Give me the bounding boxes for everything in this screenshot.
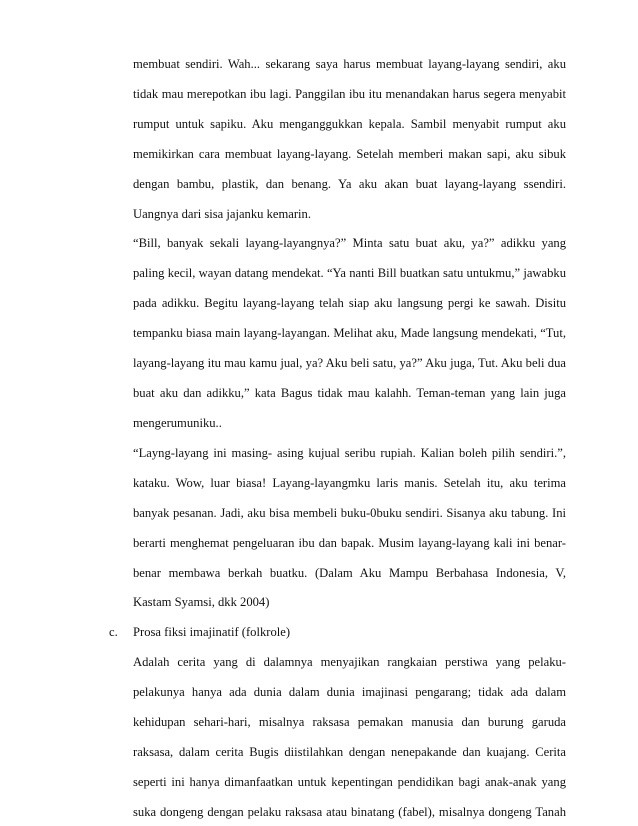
section-heading: Prosa fiksi imajinatif (folkrole) [133, 625, 291, 639]
paragraph-line: seperti ini hanya dimanfaatkan untuk kepentingan pendidikan bagi anak-anak yang [133, 775, 566, 789]
paragraph-line: memikirkan cara membuat layang-layang. Setelah memberi makan sapi, aku sibuk [133, 147, 566, 161]
paragraph-line: paling kecil, wayan datang mendekat. “Ya nanti Bill buatkan satu untukmu,” jawabku [133, 266, 566, 280]
paragraph-line: rumput untuk sapiku. Aku menganggukkan kepala. Sambil menyabit rumput aku [133, 117, 566, 131]
paragraph-line: tidak mau merepotkan ibu lagi. Panggilan ibu itu menandakan harus segera menyabit [133, 87, 566, 101]
paragraph-line: benar membawa berkah buatku. (Dalam Aku Mampu Berbahasa Indonesia, V, [133, 566, 566, 580]
paragraph-line: Uangnya dari sisa jajanku kemarin. [133, 207, 312, 221]
paragraph-line: berarti menghemat pengeluaran ibu dan bapak. Musim layang-layang kali ini benar- [133, 536, 566, 550]
paragraph-line: “Bill, banyak sekali layang-layangnya?” Minta satu buat aku, ya?” adikku yang [133, 236, 566, 250]
section-marker: c. [109, 625, 118, 639]
paragraph-line: dengan bambu, plastik, dan benang. Ya aku akan buat layang-layang ssendiri. [133, 177, 566, 191]
paragraph-line: tempanku biasa main layang-layangan. Melihat aku, Made langsung mendekati, “Tut, [133, 326, 566, 340]
paragraph-line: suka dongeng dengan pelaku raksasa atau binatang (fabel), misalnya dongeng Tanah [133, 805, 566, 819]
paragraph-line: buat aku dan adikku,” kata Bagus tidak mau kalahh. Teman-teman yang lain juga [133, 386, 566, 400]
paragraph-line: Adalah cerita yang di dalamnya menyajikan rangkaian perstiwa yang pelaku- [133, 655, 566, 669]
paragraph-line: mengerumuniku.. [133, 416, 222, 430]
paragraph-line: pelakunya hanya ada dunia dalam dunia imajinasi pengarang; tidak ada dalam [133, 685, 566, 699]
paragraph-line: pada adikku. Begitu layang-layang telah siap aku langsung pergi ke sawah. Disitu [133, 296, 566, 310]
citation-line: Kastam Syamsi, dkk 2004) [133, 595, 270, 609]
paragraph-line: raksasa, dalam cerita Bugis diistilahkan dengan nenepakande dan kuajang. Cerita [133, 745, 566, 759]
paragraph-line: kehidupan sehari-hari, misalnya raksasa pemakan manusia dan burung garuda [133, 715, 566, 729]
paragraph-line: “Layng-layang ini masing- asing kujual seribu rupiah. Kalian boleh pilih sendiri.”, [133, 446, 566, 460]
paragraph-line: banyak pesanan. Jadi, aku bisa membeli buku-0buku sendiri. Sisanya aku tabung. Ini [133, 506, 566, 520]
paragraph-line: kataku. Wow, luar biasa! Layang-layangmku laris manis. Setelah itu, aku terima [133, 476, 566, 490]
paragraph-line: membuat sendiri. Wah... sekarang saya harus membuat layang-layang sendiri, aku [133, 57, 566, 71]
paragraph-line: layang-layang itu mau kamu jual, ya? Aku beli satu, ya?” Aku juga, Tut. Aku beli dua [133, 356, 566, 370]
